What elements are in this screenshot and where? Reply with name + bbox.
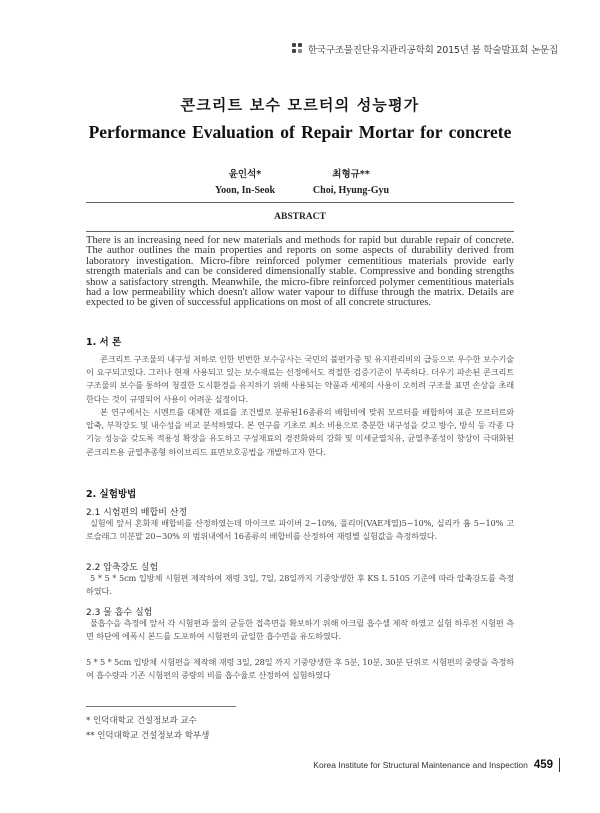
section-2-3-paragraph-2: 5 * 5 * 5cm 입방체 시험편을 제작해 재령 3일, 28일 까지 기중양생한 후 5분, 10분, 30분 단위로 시험편의 중량을 측정하여 흡수량과 기존 시험편의 중량의 비를 흡수율로 산정하여 실험하였다 bbox=[86, 657, 514, 681]
abstract-heading-rule bbox=[86, 231, 514, 232]
society-logo-icon bbox=[292, 43, 304, 55]
abstract-heading: ABSTRACT bbox=[274, 212, 326, 222]
footer-divider bbox=[559, 758, 560, 772]
abstract-text: There is an increasing need for new materials and methods for rapid but durable repair of concrete. The author outlines the main properties and reports on some aspects of durability derived from laboratory investigation. Micro-fibre reinforced polymer cementitious materials provide early strength materials and can be considered dimensionally stable. Compressive and bonding strengths show a satisfactory strength. Meanwhile, the micro-fibre reinforced polymer cementitious materials had a low permeability which doesn't allow water vapour to diffuse through the matrix. Details are expected to be given of successful applications on most of all concrete structures. bbox=[86, 235, 514, 309]
author-1 bbox=[195, 166, 295, 196]
section-2-1-paragraph: 실험에 앞서 혼화재 배합비를 산정하였는데 마이크로 파이버 2~10%, 폴리머(VAE계열)5~10%, 실리카 흄 5~10% 고로슬래그 미분말 20~30% 의 범위내에서 16종류의 배합비를 산정하여 재령별 실험값을 측정하였다. bbox=[86, 518, 514, 542]
page-number: 459 bbox=[533, 759, 553, 771]
running-head-text: 한국구조물진단유지관리공학회 2015년 봄 학술발표회 논문집 bbox=[307, 45, 558, 56]
footnote-1: * 인덕대학교 건설정보과 교수 bbox=[86, 716, 197, 726]
page-footer bbox=[313, 758, 560, 772]
section-2-3-heading: 2.3 물 흡수 실험 bbox=[86, 608, 153, 618]
section-2-2-heading: 2.2 압축강도 실험 bbox=[86, 563, 159, 573]
title-english: Performance Evaluation of Repair Mortar for concrete bbox=[88, 122, 512, 142]
section-2-1-heading: 2.1 시험편의 배합비 산정 bbox=[86, 508, 188, 518]
author-1-english: Yoon, In-Seok bbox=[214, 185, 276, 196]
section-1-paragraph-1: 콘크리트 구조물의 내구성 저하로 인한 빈번한 보수공사는 국민의 불편가중 및 유지관리비의 급등으로 우수한 보수기술이 요구되고있다. 그러나 현재 사용되고 있는 보수재료는 선정에서도 적절한 검증기준이 부족하다. 더우기 파손된 콘크리트 구조물의 보수를 통하여 청결한 도시환경을 유지하기 위해 사용되는 약품과 세제의 사용이 오히려 구조물 표면 손상을 초래한다는 것이 규명되어 사용이 어려운 실정이다. bbox=[86, 354, 514, 404]
title-korean: 콘크리트 보수 모르터의 성능평가 bbox=[180, 96, 420, 114]
section-2-3-paragraph-1: 물흡수을 측정에 앞서 각 시험편과 물의 균등한 접촉면을 확보하기 위해 아크릴 흡수셀 제작 하였고 실험 하루전 시험편 측면 하단에 에폭시 본드를 도포하여 시험편의 균일한 흡수면을 유도하였다. bbox=[86, 618, 514, 642]
section-2-heading: 2. 실험방법 bbox=[86, 489, 137, 500]
footer-organization: Korea Institute for Structural Maintenance and Inspection bbox=[313, 760, 528, 770]
footnote-rule bbox=[86, 706, 236, 707]
section-1-heading: 1. 서 론 bbox=[86, 337, 122, 348]
running-head bbox=[292, 42, 558, 56]
author-2-english: Choi, Hyung-Gyu bbox=[312, 185, 390, 196]
abstract-top-rule bbox=[86, 202, 514, 203]
author-2-korean: 최형규** bbox=[332, 169, 370, 180]
author-2 bbox=[301, 166, 401, 196]
section-1-paragraph-2: 본 연구에서는 시멘트를 대체한 재료를 조건별로 분류된16종류의 배합비에 맞춰 모르터를 배합하여 표준 모르터르와 압축, 부착강도 및 내수성을 비교 분석하였다. 본 연구를 기초로 최소 비용으로 충분한 내구성을 갖고 방수, 방식 등 각종 다기능 성능을 갖도록 적용성 확장을 유도하고 구성재료의 경전화와의 강화 및 미세균열치유, 균열추종성이 향상이 극대화된 콘크리트용 균열추종형 하이브리드 표면보호공법을 개발하고자 한다. bbox=[86, 407, 514, 457]
section-2-2-paragraph: 5 * 5 * 5cm 입방체 시험편 제작하여 재령 3일, 7일, 28일까지 기중양생한 후 KS L 5105 기준에 따라 압축강도를 측정하였다. bbox=[86, 573, 514, 597]
author-1-korean: 윤인석* bbox=[228, 169, 262, 180]
footnote-2: ** 인덕대학교 건설정보과 학부생 bbox=[86, 731, 210, 741]
